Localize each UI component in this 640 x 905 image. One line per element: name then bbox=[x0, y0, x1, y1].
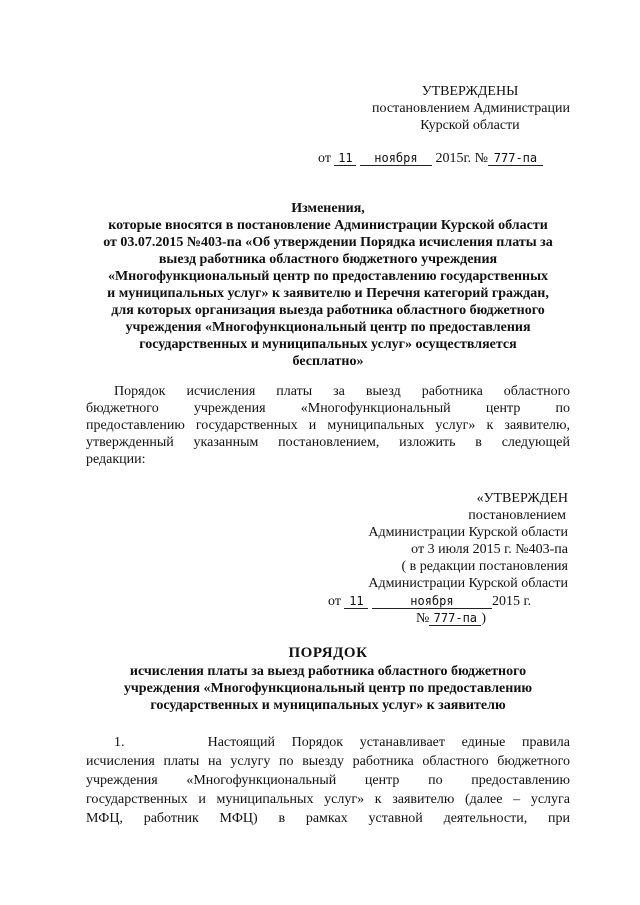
order-line1: исчисления платы за выезд работника областного бюджетного bbox=[129, 664, 527, 679]
approval-inner-number-prefix: № bbox=[416, 611, 430, 626]
approval-inner-date-prefix: от bbox=[328, 594, 341, 609]
changes-heading-line9: государственных и муниципальных услуг» осуществляется bbox=[139, 337, 517, 352]
intro-line5: редакции: bbox=[86, 452, 146, 467]
approval-inner-line1: постановлением bbox=[468, 508, 566, 523]
clause1-line5: МФЦ, работник МФЦ) в рамках уставной деятельности, при bbox=[86, 811, 570, 826]
approval-top-day: 11 bbox=[334, 151, 356, 166]
clause-1 bbox=[86, 733, 570, 828]
changes-heading-line6: и муниципальных услуг» к заявителю и Перечня категорий граждан, bbox=[107, 286, 549, 301]
approval-top bbox=[340, 83, 570, 134]
approval-inner-date bbox=[328, 593, 578, 610]
approval-inner-line4: ( в редакции постановления bbox=[401, 559, 568, 574]
approval-top-title: УТВЕРЖДЕНЫ bbox=[421, 84, 519, 99]
approval-inner bbox=[300, 490, 568, 592]
intro-paragraph bbox=[86, 383, 570, 468]
approval-inner-number-value: 777-па bbox=[429, 611, 481, 626]
approval-top-date-prefix: от bbox=[318, 151, 331, 166]
clause1-line1: 1. Настоящий Порядок устанавливает единые правила bbox=[114, 735, 570, 750]
approval-top-line1: постановлением Администрации bbox=[372, 101, 570, 116]
approval-inner-number bbox=[416, 610, 536, 627]
order-heading bbox=[78, 643, 578, 714]
approval-inner-line2: Администрации Курской области bbox=[368, 525, 568, 540]
changes-heading bbox=[78, 200, 578, 370]
changes-heading-line10: бесплатно» bbox=[292, 354, 364, 369]
changes-heading-line3: от 03.07.2015 №403-па «Об утверждении Порядка исчисления платы за bbox=[103, 235, 553, 250]
clause1-line3: учреждения «Многофункциональный центр по предоставлению bbox=[86, 773, 570, 788]
approval-inner-year: 2015 г. bbox=[491, 594, 532, 609]
intro-line1: Порядок исчисления платы за выезд работника областного bbox=[114, 384, 570, 399]
changes-heading-line1: Изменения, bbox=[291, 201, 365, 216]
changes-heading-line7: для которых организация выезда работника областного бюджетного bbox=[111, 303, 545, 318]
changes-heading-line8: учреждения «Многофункциональный центр по предоставления bbox=[125, 320, 531, 335]
approval-inner-line3: от 3 июля 2015 г. №403-па bbox=[411, 542, 568, 557]
order-line3: государственных и муниципальных услуг» к заявителю bbox=[150, 698, 506, 713]
approval-top-number: 777-па bbox=[488, 151, 543, 166]
approval-top-year: 2015г. № bbox=[435, 151, 488, 166]
approval-inner-day: 11 bbox=[344, 594, 368, 609]
approval-top-date bbox=[318, 150, 578, 167]
changes-heading-line2: которые вносятся в постановление Администрации Курской области bbox=[108, 218, 548, 233]
changes-heading-line5: «Многофункциональный центр по предоставлению государственных bbox=[107, 269, 549, 284]
approval-inner-close: ) bbox=[481, 611, 487, 626]
clause1-line2: исчисления платы на услугу по выезду работника областного бюджетного bbox=[86, 754, 570, 769]
intro-line3: предоставлению государственных и муниципальных услуг» к заявителю, bbox=[86, 418, 570, 433]
approval-top-month: ноября bbox=[360, 151, 432, 166]
approval-inner-line5: Администрации Курской области bbox=[368, 576, 568, 591]
clause1-line4: государственных и муниципальных услуг» к заявителю (далее – услуга bbox=[86, 792, 570, 807]
order-title: ПОРЯДОК bbox=[288, 645, 368, 661]
intro-line2: бюджетного учреждения «Многофункциональный центр по bbox=[86, 401, 570, 416]
approval-inner-month: ноября bbox=[372, 594, 492, 609]
approval-top-line2: Курской области bbox=[420, 118, 520, 133]
approval-inner-title: «УТВЕРЖДЕН bbox=[476, 491, 568, 506]
intro-line4: утвержденный указанным постановлением, изложить в следующей bbox=[86, 435, 570, 450]
changes-heading-line4: выезд работника областного бюджетного учреждения bbox=[158, 252, 498, 267]
order-line2: учреждения «Многофункциональный центр по предоставлению bbox=[123, 681, 533, 696]
